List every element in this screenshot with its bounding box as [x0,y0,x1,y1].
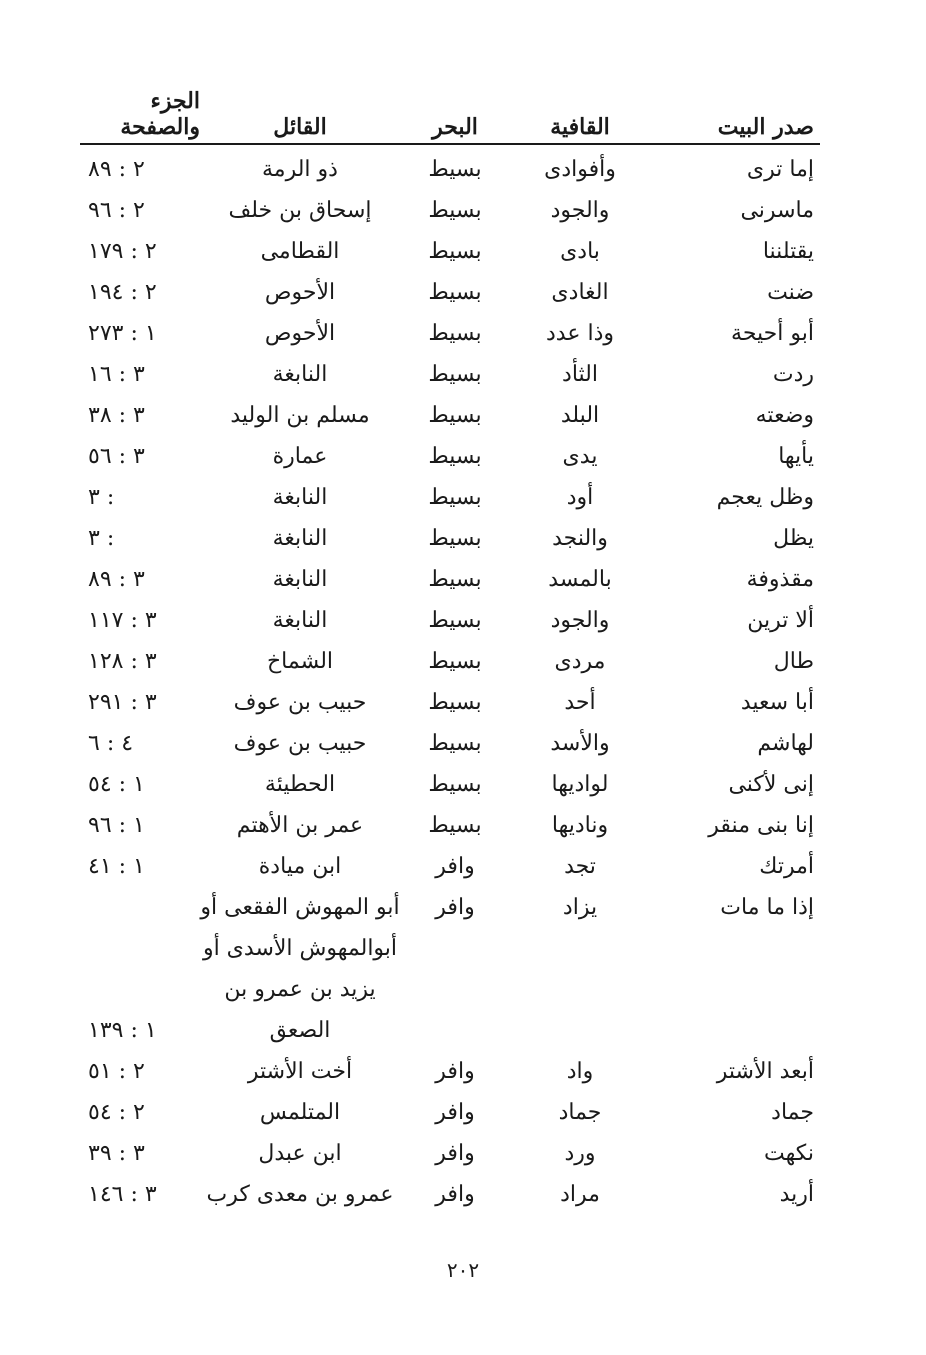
rhyme-cell: الغادى [551,280,609,305]
speaker-cell: النابغة [272,567,328,592]
meter-cell: بسيط [428,403,482,428]
meter-cell: بسيط [428,239,482,264]
verse-cell: لهاشم [757,731,814,756]
rhyme-cell: وناديها [551,813,609,838]
table-row-multiline [80,887,820,1051]
rhyme-cell: أحد [564,690,596,715]
rhyme-cell: واد [566,1059,594,1084]
header-meter: البحر [432,114,478,140]
reference-cell: ١ : ٢٧٣ [88,321,157,346]
table-row [80,190,820,231]
reference-cell: ٤ : ٦ [88,731,134,756]
meter-cell: بسيط [428,526,482,551]
reference-cell: ٣ : ٨٩ [88,567,145,592]
header-verse: صدر البيت [717,114,814,140]
speaker-cell: القطامى [260,239,340,264]
verse-cell: وضعته [755,403,814,428]
rhyme-cell: البلد [560,403,600,428]
rhyme-cell: أود [566,485,594,510]
table-row [80,764,820,805]
reference-cell: ٢ : ٥٤ [88,1100,145,1125]
table-row [80,559,820,600]
verse-cell: ماسرنى [740,198,814,223]
meter-cell: بسيط [428,321,482,346]
speaker-cell: عمر بن الأهتم [236,813,364,838]
meter-cell: بسيط [428,772,482,797]
verse-cell: أمرتك [759,854,814,879]
verse-cell: جماد [771,1100,814,1125]
meter-cell: بسيط [428,608,482,633]
verse-cell: وظل يعجم [716,485,814,510]
meter-cell: وافر [435,1059,475,1084]
meter-cell: وافر [435,854,475,879]
rhyme-cell: بادى [560,239,600,264]
meter-cell: بسيط [428,444,482,469]
header-reference: الجزء والصفحة [120,88,200,140]
rhyme-cell: وذا عدد [546,321,614,346]
table-row [80,272,820,313]
index-table [80,88,820,1215]
reference-cell: ٣ : ١٤٦ [88,1182,157,1207]
rhyme-cell: ورد [564,1141,596,1166]
rhyme-cell: يدى [562,444,598,469]
rhyme-cell: والجود [550,608,610,633]
meter-cell: وافر [435,1182,475,1207]
table-row [80,805,820,846]
speaker-cell: ابن عبدل [258,1141,342,1166]
verse-cell: أبا سعيد [740,690,814,715]
reference-cell: ٢ : ٨٩ [88,157,145,182]
speaker-cell: الحطيئة [264,772,336,797]
meter-cell: بسيط [428,198,482,223]
table-header [80,88,820,145]
speaker-cell: حبيب بن عوف [233,731,367,756]
meter-cell: وافر [435,1100,475,1125]
table-row [80,1133,820,1174]
reference-cell: ٣ : ١١٧ [88,608,157,633]
reference-cell: ٣ : ٣٩ [88,1141,145,1166]
speaker-cell: الأحوص [264,321,336,346]
speaker-cell [200,887,400,1051]
reference-cell: ٣ : ١٦ [88,362,145,387]
reference-cell: ٢ : ١٩٤ [88,280,157,305]
reference-cell: ٣ : [88,485,115,510]
table-row [80,395,820,436]
meter-cell: بسيط [428,567,482,592]
speaker-cell: النابغة [272,608,328,633]
rhyme-cell: يزاد [562,895,598,920]
rhyme-cell: مراد [560,1182,600,1207]
verse-cell: طال [773,649,814,674]
rhyme-cell: الثأد [562,362,598,387]
reference-cell: ١ : ٤١ [88,854,145,879]
meter-cell: بسيط [428,731,482,756]
table-row [80,600,820,641]
meter-cell: وافر [435,895,475,920]
speaker-line: يزيد بن عمرو بن [224,977,376,1002]
meter-cell: بسيط [428,649,482,674]
speaker-cell: النابغة [272,526,328,551]
table-row [80,846,820,887]
speaker-cell: أخت الأشتر [247,1059,353,1084]
verse-cell: يقتلننا [762,239,814,264]
reference-cell: ١ : ٩٦ [88,813,145,838]
header-speaker: القائل [273,114,327,140]
table-row [80,436,820,477]
verse-cell: ألا ترين [747,608,814,633]
table-row [80,149,820,190]
meter-cell: وافر [435,1141,475,1166]
table-row [80,1174,820,1215]
reference-cell: ٣ : ٢٩١ [88,690,157,715]
verse-cell: يظل [773,526,814,551]
verse-cell: إنا بنى منقر [708,813,814,838]
rhyme-cell: بالمسد [548,567,612,592]
verse-cell: مقذوفة [746,567,814,592]
verse-cell: أبو أحيحة [731,321,814,346]
speaker-cell: الشماخ [266,649,334,674]
table-row [80,231,820,272]
speaker-cell: حبيب بن عوف [233,690,367,715]
verse-cell: نكهت [763,1141,814,1166]
verse-cell: يأيها [778,444,814,469]
table-row [80,518,820,559]
speaker-line: أبو المهوش الفقعى أو [200,895,400,920]
table-row [80,1092,820,1133]
reference-value: ١ : ١٣٩ [88,1018,157,1043]
meter-cell: بسيط [428,157,482,182]
speaker-cell: الأحوص [264,280,336,305]
rhyme-cell: والجود [550,198,610,223]
verse-cell: إما ترى [746,157,814,182]
speaker-cell: النابغة [272,362,328,387]
table-row [80,354,820,395]
speaker-cell: النابغة [272,485,328,510]
reference-cell: ٣ : [88,526,115,551]
rhyme-cell: جماد [558,1100,602,1125]
reference-cell [80,887,200,1051]
rhyme-cell: مردى [554,649,606,674]
verse-cell: أبعد الأشتر [716,1059,814,1084]
rhyme-cell: لواديها [551,772,609,797]
header-rhyme: القافية [550,114,610,140]
verse-cell: ضنت [767,280,814,305]
page-number: ٢٠٢ [446,1258,480,1282]
meter-cell: بسيط [428,813,482,838]
meter-cell: بسيط [428,690,482,715]
speaker-cell: إسحاق بن خلف [228,198,372,223]
reference-cell: ١ : ٥٤ [88,772,145,797]
rhyme-cell: وأفوادى [544,157,616,182]
verse-cell: إذا ما مات [720,895,814,920]
rhyme-cell: والأسد [550,731,610,756]
speaker-cell: عمرو بن معدى كرب [206,1182,394,1207]
rhyme-cell: تجد [564,854,596,879]
meter-cell: بسيط [428,485,482,510]
speaker-cell: مسلم بن الوليد [230,403,370,428]
reference-cell: ٣ : ٥٦ [88,444,145,469]
reference-cell: ٢ : ٩٦ [88,198,145,223]
verse-cell: ردت [772,362,814,387]
speaker-cell: المتلمس [259,1100,341,1125]
reference-cell: ٣ : ١٢٨ [88,649,157,674]
speaker-cell: ابن ميادة [258,854,342,879]
reference-cell: ٢ : ١٧٩ [88,239,157,264]
speaker-cell: عمارة [272,444,328,469]
reference-cell: ٣ : ٣٨ [88,403,145,428]
speaker-line: أبوالمهوش الأسدى أو [202,936,398,961]
table-row [80,682,820,723]
speaker-cell: ذو الرمة [262,157,338,182]
rhyme-cell: والنجد [552,526,608,551]
meter-cell: بسيط [428,362,482,387]
table-row [80,313,820,354]
meter-cell: بسيط [428,280,482,305]
table-row [80,1051,820,1092]
verse-cell: أريد [779,1182,814,1207]
table-row [80,641,820,682]
table-row [80,723,820,764]
speaker-line: الصعق [269,1018,331,1043]
reference-cell: ٢ : ٥١ [88,1059,145,1084]
verse-cell: إنى لأكنى [728,772,814,797]
table-row [80,477,820,518]
table-body [80,145,820,1215]
